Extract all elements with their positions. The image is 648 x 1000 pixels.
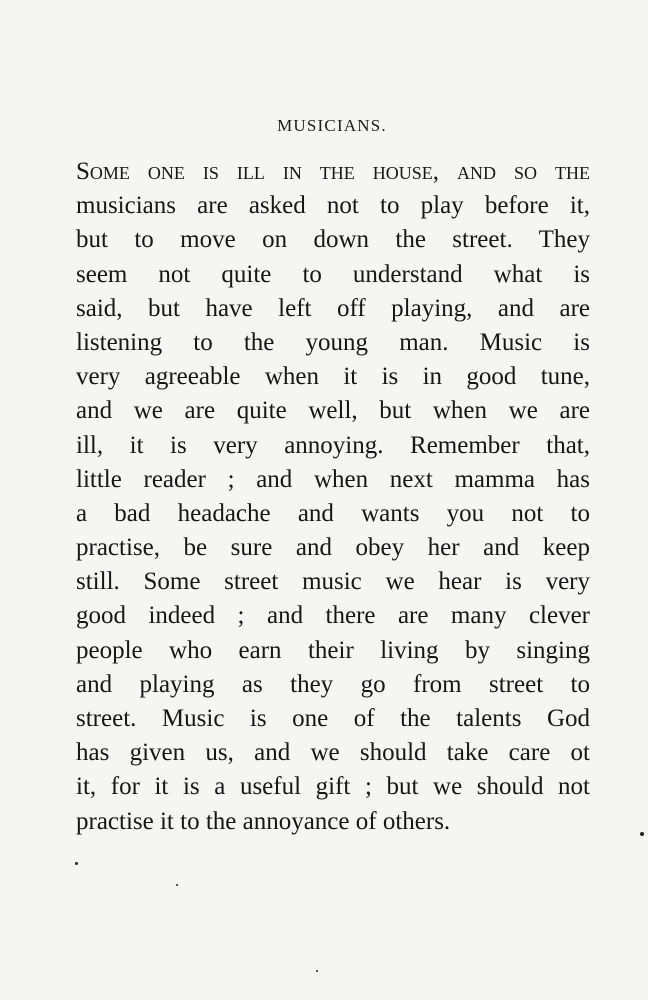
paragraph-line: but to move on down the street. They bbox=[76, 226, 590, 254]
paragraph-line: listening to the young man. Music is bbox=[76, 328, 590, 356]
paragraph-line: Some one is ill in the house, and so the bbox=[76, 158, 590, 185]
paragraph-line: little reader ; and when next mamma has bbox=[76, 465, 590, 493]
chapter-heading: MUSICIANS. bbox=[277, 116, 387, 135]
paragraph-line: street. Music is one of the talents God bbox=[76, 705, 590, 732]
paragraph-line: ill, it is very annoying. Remember that, bbox=[76, 431, 590, 459]
paragraph-line: practise, be sure and obey her and keep bbox=[76, 534, 590, 562]
paragraph-line: very agreeable when it is in good tune, bbox=[76, 363, 590, 391]
paragraph-line: seem not quite to understand what is bbox=[76, 260, 590, 288]
paragraph-line: and we are quite well, but when we are bbox=[76, 397, 590, 425]
paragraph-line: people who earn their living by singing bbox=[76, 636, 590, 664]
paragraph-line: good indeed ; and there are many clever bbox=[76, 602, 590, 630]
print-speck bbox=[176, 884, 178, 886]
paragraph bbox=[76, 155, 590, 839]
paragraph-line: musicians are asked not to play before it, bbox=[76, 192, 590, 220]
paragraph-line: has given us, and we should take care ot bbox=[76, 739, 590, 767]
paragraph-line: a bad headache and wants you not to bbox=[76, 499, 590, 527]
paragraph-line: still. Some street music we hear is very bbox=[76, 568, 590, 596]
print-speck bbox=[75, 862, 78, 865]
paragraph-line: it, for it is a useful gift ; but we should not bbox=[76, 773, 590, 801]
paragraph-line: and playing as they go from street to bbox=[76, 670, 590, 698]
print-speck bbox=[316, 970, 318, 972]
print-speck bbox=[640, 832, 644, 836]
paragraph-line: said, but have left off playing, and are bbox=[76, 294, 590, 322]
paragraph-line: practise it to the annoyance of others. bbox=[76, 807, 451, 835]
